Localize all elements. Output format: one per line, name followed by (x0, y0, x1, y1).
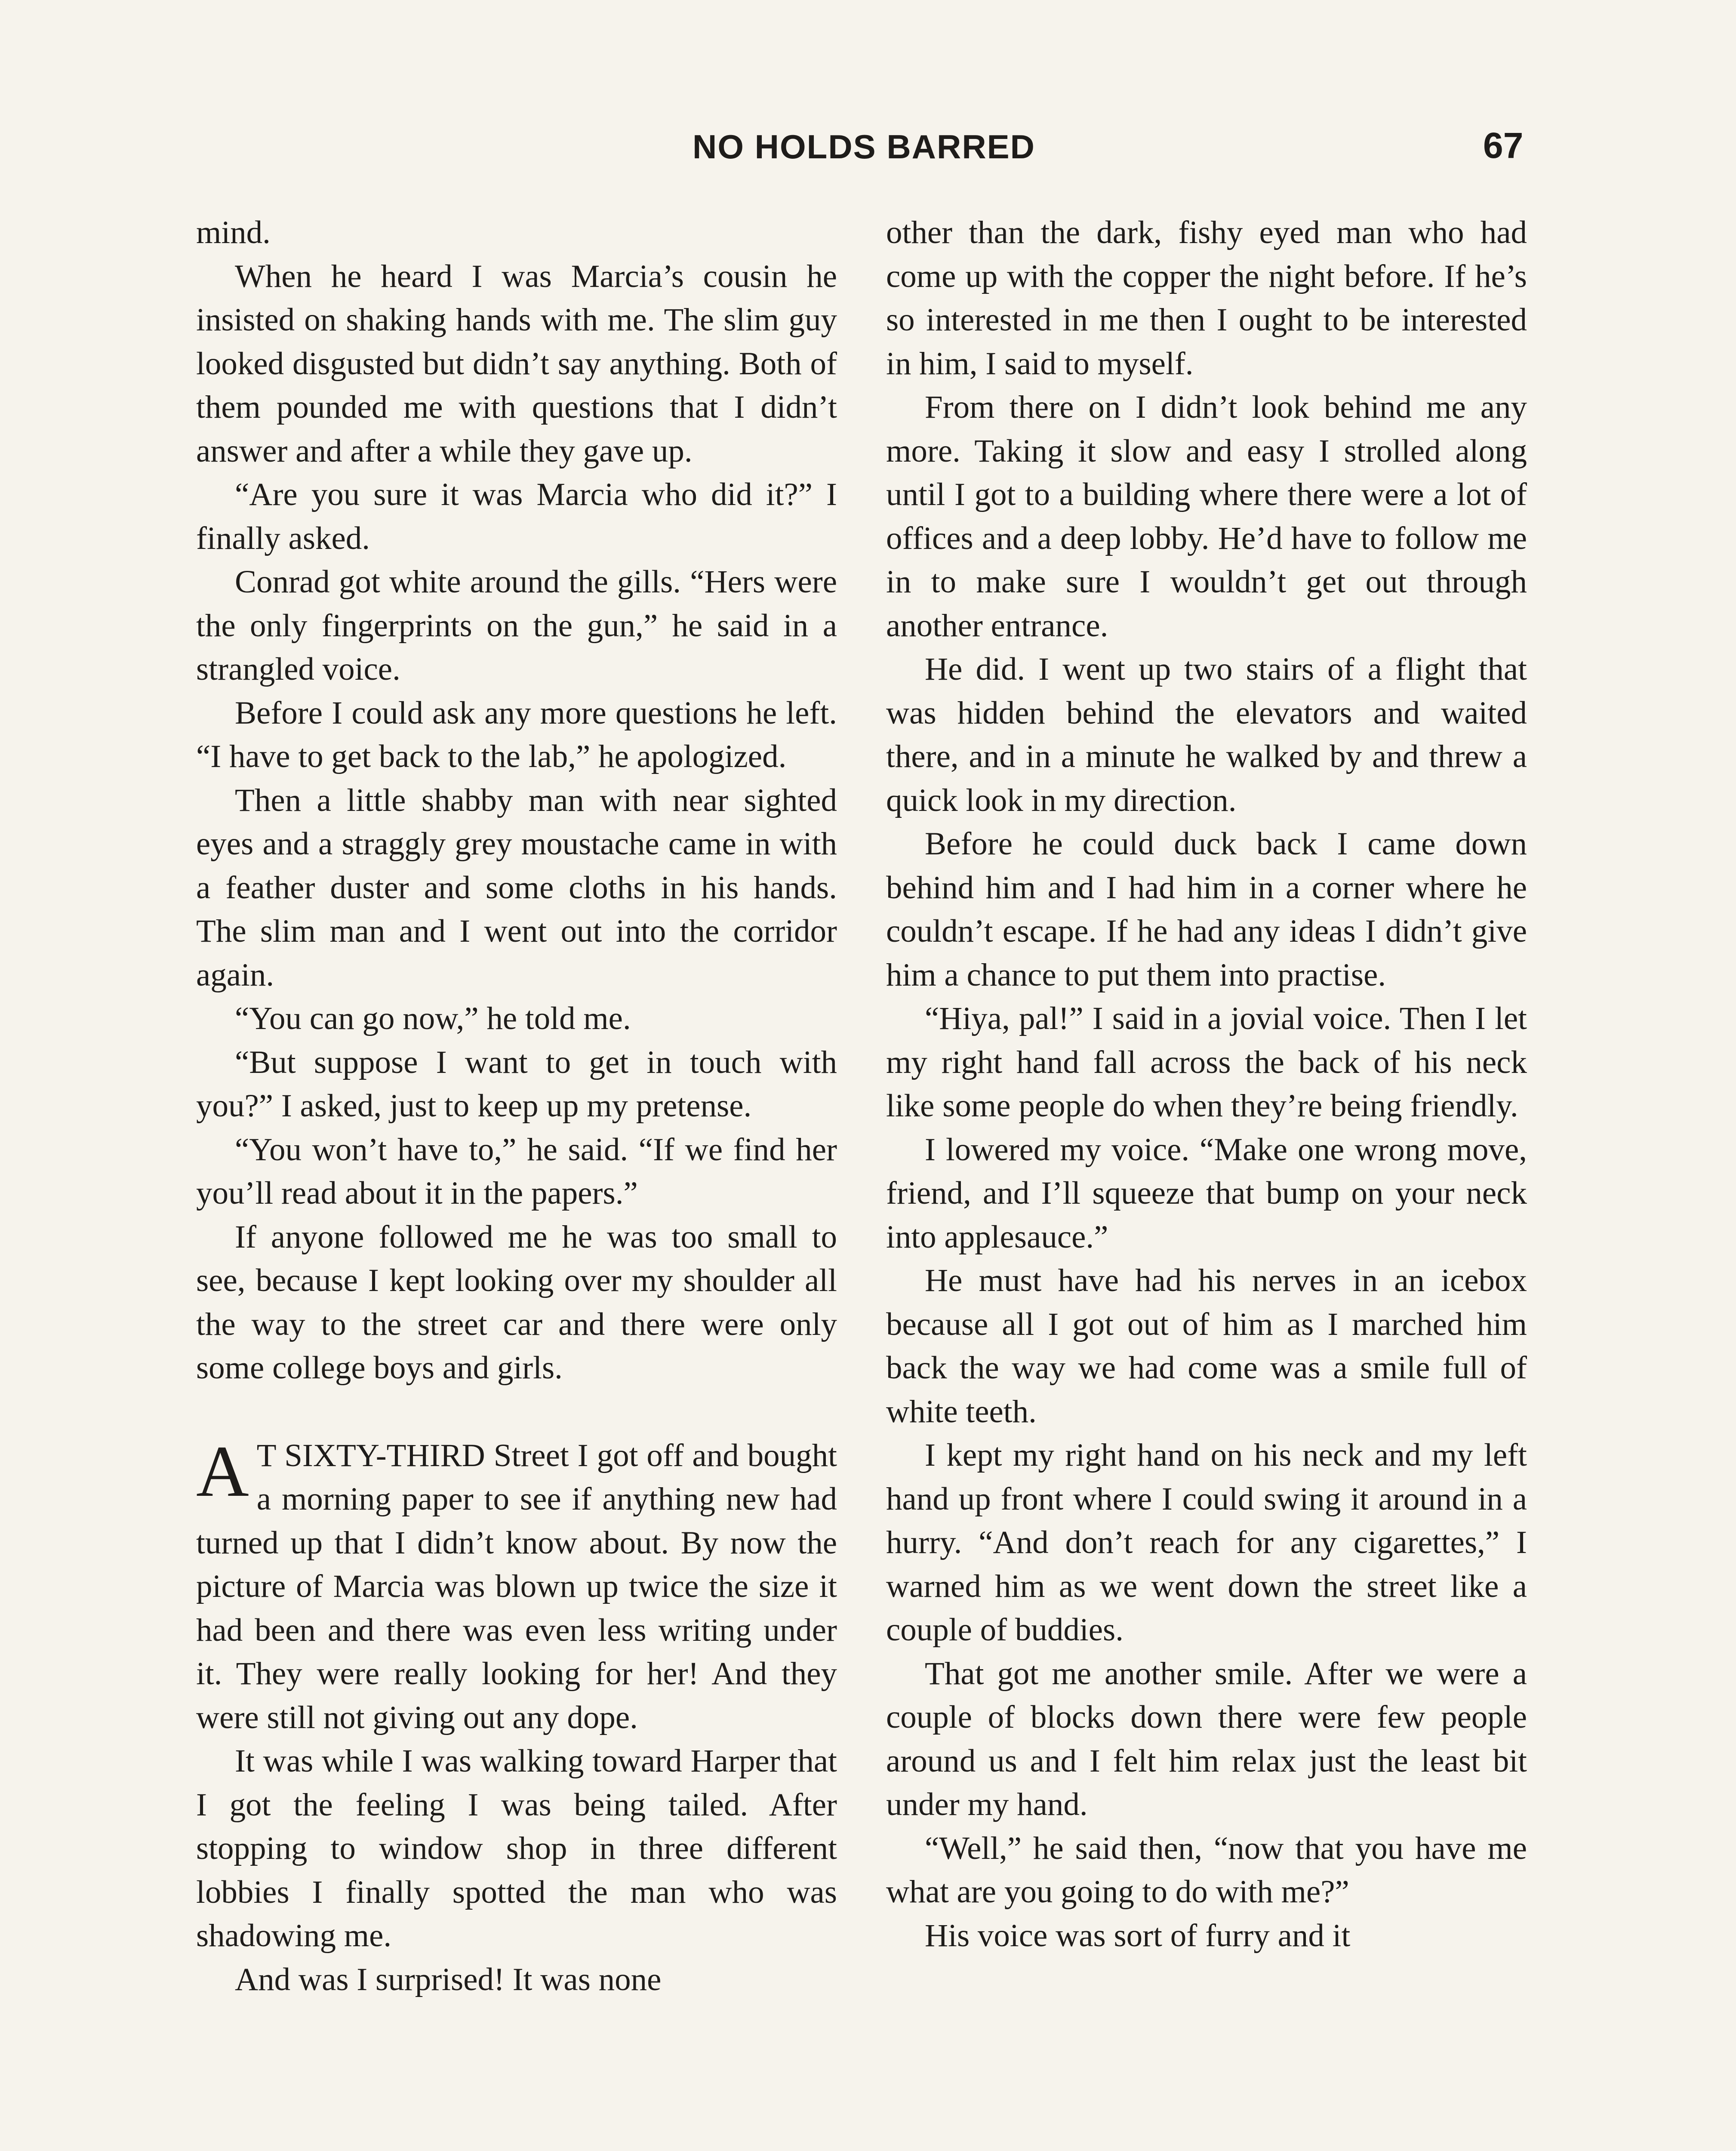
right-column (886, 211, 1527, 1957)
paragraph: That got me another smile. After we were a couple of blocks down there were few people around us and I felt him relax just the least bit under my hand. (886, 1655, 1527, 1822)
paragraph: I kept my right hand on his neck and my left hand up front where I could swing it around in a hurry. “And don’t reach for any cigarettes,” I warned him as we went down the street like a couple of buddies. (886, 1437, 1527, 1648)
paragraph: “But suppose I want to get in touch with you?” I asked, just to keep up my pretense. (196, 1044, 837, 1124)
paragraph: other than the dark, fishy eyed man who had come up with the copper the night before. If he’s so interested in me then I ought to be interested in him, I said to myself. (886, 215, 1527, 382)
paragraph: Before I could ask any more questions he left. “I have to get back to the lab,” he apologized. (196, 695, 837, 774)
paragraph: From there on I didn’t look behind me any more. Taking it slow and easy I strolled along until I got to a building where there were a lot of offices and a deep lobby. He’d have to follow me in to make sure I wouldn’t get out through another entrance. (886, 389, 1527, 644)
paragraph: “You can go now,” he told me. (235, 1001, 631, 1036)
paragraph: “Well,” he said then, “now that you have me what are you going to do with me?” (886, 1830, 1527, 1910)
paragraph: I lowered my voice. “Make one wrong move, friend, and I’ll squeeze that bump on your neck into applesauce.” (886, 1131, 1527, 1255)
running-title: NO HOLDS BARRED (693, 128, 1036, 166)
paragraph: Then a little shabby man with near sighted eyes and a straggly grey moustache came in with a feather duster and some cloths in his hands. The slim man and I went out into the corridor again. (196, 782, 837, 993)
paragraph: “Hiya, pal!” I said in a jovial voice. Then I let my right hand fall across the back of his neck like some people do when they’re being friendly. (886, 1001, 1527, 1124)
paragraph: Before he could duck back I came down behind him and I had him in a corner where he couldn’t escape. If he had any ideas I didn’t give him a chance to put them into practise. (886, 826, 1527, 993)
paragraph: “Are you sure it was Marcia who did it?” I finally asked. (196, 477, 837, 556)
paragraph: He must have had his nerves in an icebox because all I got out of him as I marched him back the way we had come was a smile full of white teeth. (886, 1263, 1527, 1430)
paragraph: “You won’t have to,” he said. “If we find her you’ll read about it in the papers.” (196, 1131, 837, 1211)
paragraph: His voice was sort of furry and it (925, 1917, 1351, 1954)
paragraph: When he heard I was Marcia’s cousin he insisted on shaking hands with me. The slim guy looked disgusted but didn’t say anything. Both of them pounded me with questions that I didn’t answer and after a while they gave up. (196, 258, 837, 469)
section-opening-text: T SIXTY-THIRD Street I got off and bought a morning paper to see if anything new had turned up that I didn’t know about. By now the picture of Marcia was blown up twice the size it had been and there was even less writing under it. They were really looking for her! And they were still not giving out any dope. (196, 1437, 837, 1735)
paragraph: mind. (196, 215, 271, 250)
paragraph: He did. I went up two stairs of a flight that was hidden behind the elevators and waited there, and in a minute he walked by and threw a quick look in my direction. (886, 651, 1527, 818)
left-column (196, 211, 837, 2001)
drop-cap: A (196, 1430, 249, 1512)
paragraph: If anyone followed me he was too small to see, because I kept looking over my shoulder all the way to the street car and there were only some college boys and girls. (196, 1219, 837, 1386)
section-opening-paragraph (196, 1430, 837, 1740)
page-number: 67 (1483, 125, 1524, 166)
paragraph: And was I surprised! It was none (235, 1961, 662, 1997)
paragraph: It was while I was walking toward Harper that I got the feeling I was being tailed. After stopping to window shop in three different lobbies I finally spotted the man who was shadowing me. (196, 1743, 837, 1954)
paragraph: Conrad got white around the gills. “Hers were the only fingerprints on the gun,” he said in a strangled voice. (196, 564, 837, 687)
